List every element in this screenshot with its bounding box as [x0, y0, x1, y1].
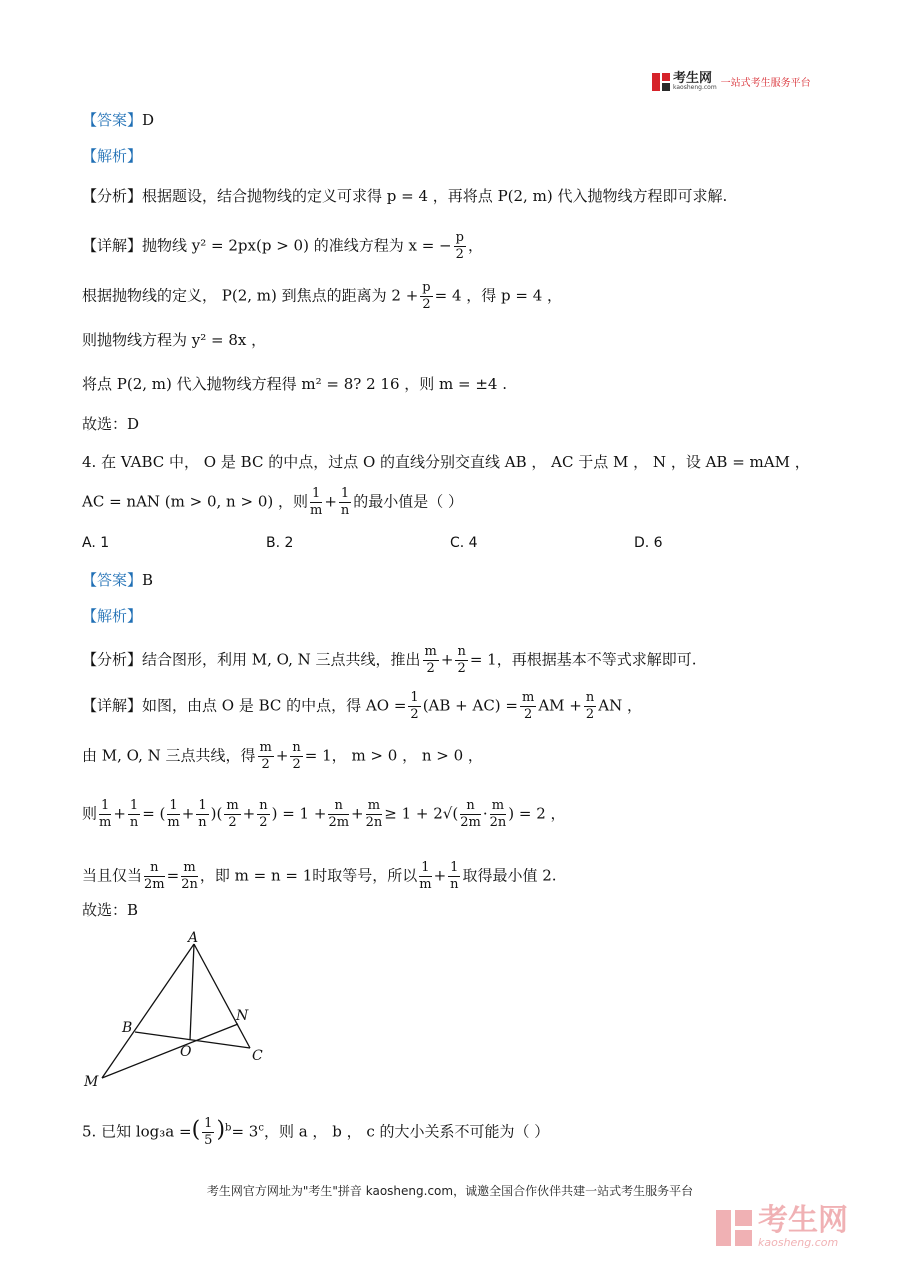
q4-analysis-tag: 【解析】	[82, 607, 143, 625]
q3-detail-1: 【详解】抛物线 y² = 2px(p > 0) 的准线方程为 x = − $\frac{p}{2}$ ，	[82, 230, 483, 262]
q4-detail-4: 当且仅当 $\frac{n}{2m}$ = $\frac{m}{2n}$ ，即 m = n = 1时取等号，所以 $\frac{1}{m}$ + $\frac{1}{n}$ 取得最小值 2.	[82, 860, 557, 892]
q4-choice: 故选：B	[82, 901, 139, 919]
logo-name: 考生网	[673, 71, 713, 86]
watermark-url: kaosheng.com	[758, 1236, 839, 1249]
q3-analysis-tag: 【解析】	[82, 147, 143, 165]
q4-option-b: B. 2	[266, 535, 294, 551]
answer-tag: 【答案】	[82, 111, 143, 129]
label-B: B	[122, 1020, 133, 1036]
label-M: M	[84, 1074, 99, 1090]
label-N: N	[236, 1008, 249, 1024]
label-C: C	[252, 1048, 263, 1064]
label-O: O	[180, 1044, 192, 1060]
watermark-icon	[716, 1210, 752, 1246]
q4-option-d: D. 6	[634, 535, 663, 551]
q5-stem: 5. 已知 log₃a =( $\frac{1}{5}$ )$^b= 3^c$，则 a ， b ， c 的大小关系不可能为（ ）	[82, 1116, 550, 1148]
q4-detail-2: 由 M, O, N 三点共线，得 $\frac{m}{2}$ + $\frac{n}{2}$ = 1， m > 0 ， n > 0 ，	[82, 740, 483, 772]
q3-choice: 故选：D	[82, 415, 140, 433]
q4-stem-1: 4. 在 VABC 中， O 是 BC 的中点，过点 O 的直线分别交直线 AB ， AC 于点 M ， N ，设 AB = mAM ，	[82, 453, 810, 471]
logo-icon	[652, 73, 670, 91]
q4-option-c: C. 4	[450, 535, 478, 551]
q3-detail-3: 则抛物线方程为 y² = 8x ，	[82, 331, 267, 349]
segment-BC	[135, 1032, 250, 1048]
header-logo	[652, 72, 811, 91]
q4-stem-2: AC = nAN (m > 0, n > 0) ，则 $\frac{1}{m}$ + $\frac{1}{n}$ 的最小值是（ ）	[82, 486, 463, 518]
q4-detail-3: 则 $\frac{1}{m}$ + $\frac{1}{n}$ = ( $\frac{1}{m}$ + $\frac{1}{n}$ )( $\frac{m}{2}$ + $\frac{n}{2}$ ) = 1 + $\frac{n}{2m}$ + $\frac{m}{2n}$ ≥ 1 + 2√( $\frac{n}{2m}$ · $\frac{m}{2n}$ ) = 2 ，	[82, 798, 566, 830]
q4-answer-line: 【答案】B	[82, 571, 154, 589]
q3-answer-line	[82, 110, 154, 130]
triangle-figure	[80, 928, 280, 1093]
segment-AC	[194, 944, 250, 1048]
logo-url: kaosheng.com	[673, 84, 717, 91]
segment-AO	[190, 944, 194, 1040]
watermark-name: 考生网	[758, 1203, 848, 1238]
q3-detail-4: 将点 P(2, m) 代入抛物线方程得 m² = 8? 2 16 ，则 m = ±4 .	[82, 375, 508, 393]
footer-text: 考生网官方网址为"考生"拼音 kaosheng.com，诚邀全国合作伙伴共建一站式考生服务平台	[206, 1184, 694, 1198]
watermark-logo	[716, 1203, 848, 1249]
q4-fenxi: 【分析】结合图形，利用 M, O, N 三点共线，推出 $\frac{m}{2}$ + $\frac{n}{2}$ = 1，再根据基本不等式求解即可.	[82, 644, 697, 676]
label-A: A	[188, 930, 199, 946]
logo-slogan: 一站式考生服务平台	[720, 78, 811, 89]
q3-fenxi: 【分析】根据题设，结合抛物线的定义可求得 p = 4 ，再将点 P(2, m) 代入抛物线方程即可求解.	[82, 187, 728, 205]
q3-detail-2: 根据抛物线的定义， P(2, m) 到焦点的距离为 2 + $\frac{p}{2}$ = 4 ，得 p = 4 ，	[82, 280, 563, 312]
answer-value: D	[142, 111, 155, 129]
q4-option-a: A. 1	[82, 535, 110, 551]
q4-detail-1: 【详解】如图，由点 O 是 BC 的中点，得 AO = $\frac{1}{2}$ (AB + AC) = $\frac{m}{2}$ AM + $\frac{n}{2}$ AN ，	[82, 690, 642, 722]
